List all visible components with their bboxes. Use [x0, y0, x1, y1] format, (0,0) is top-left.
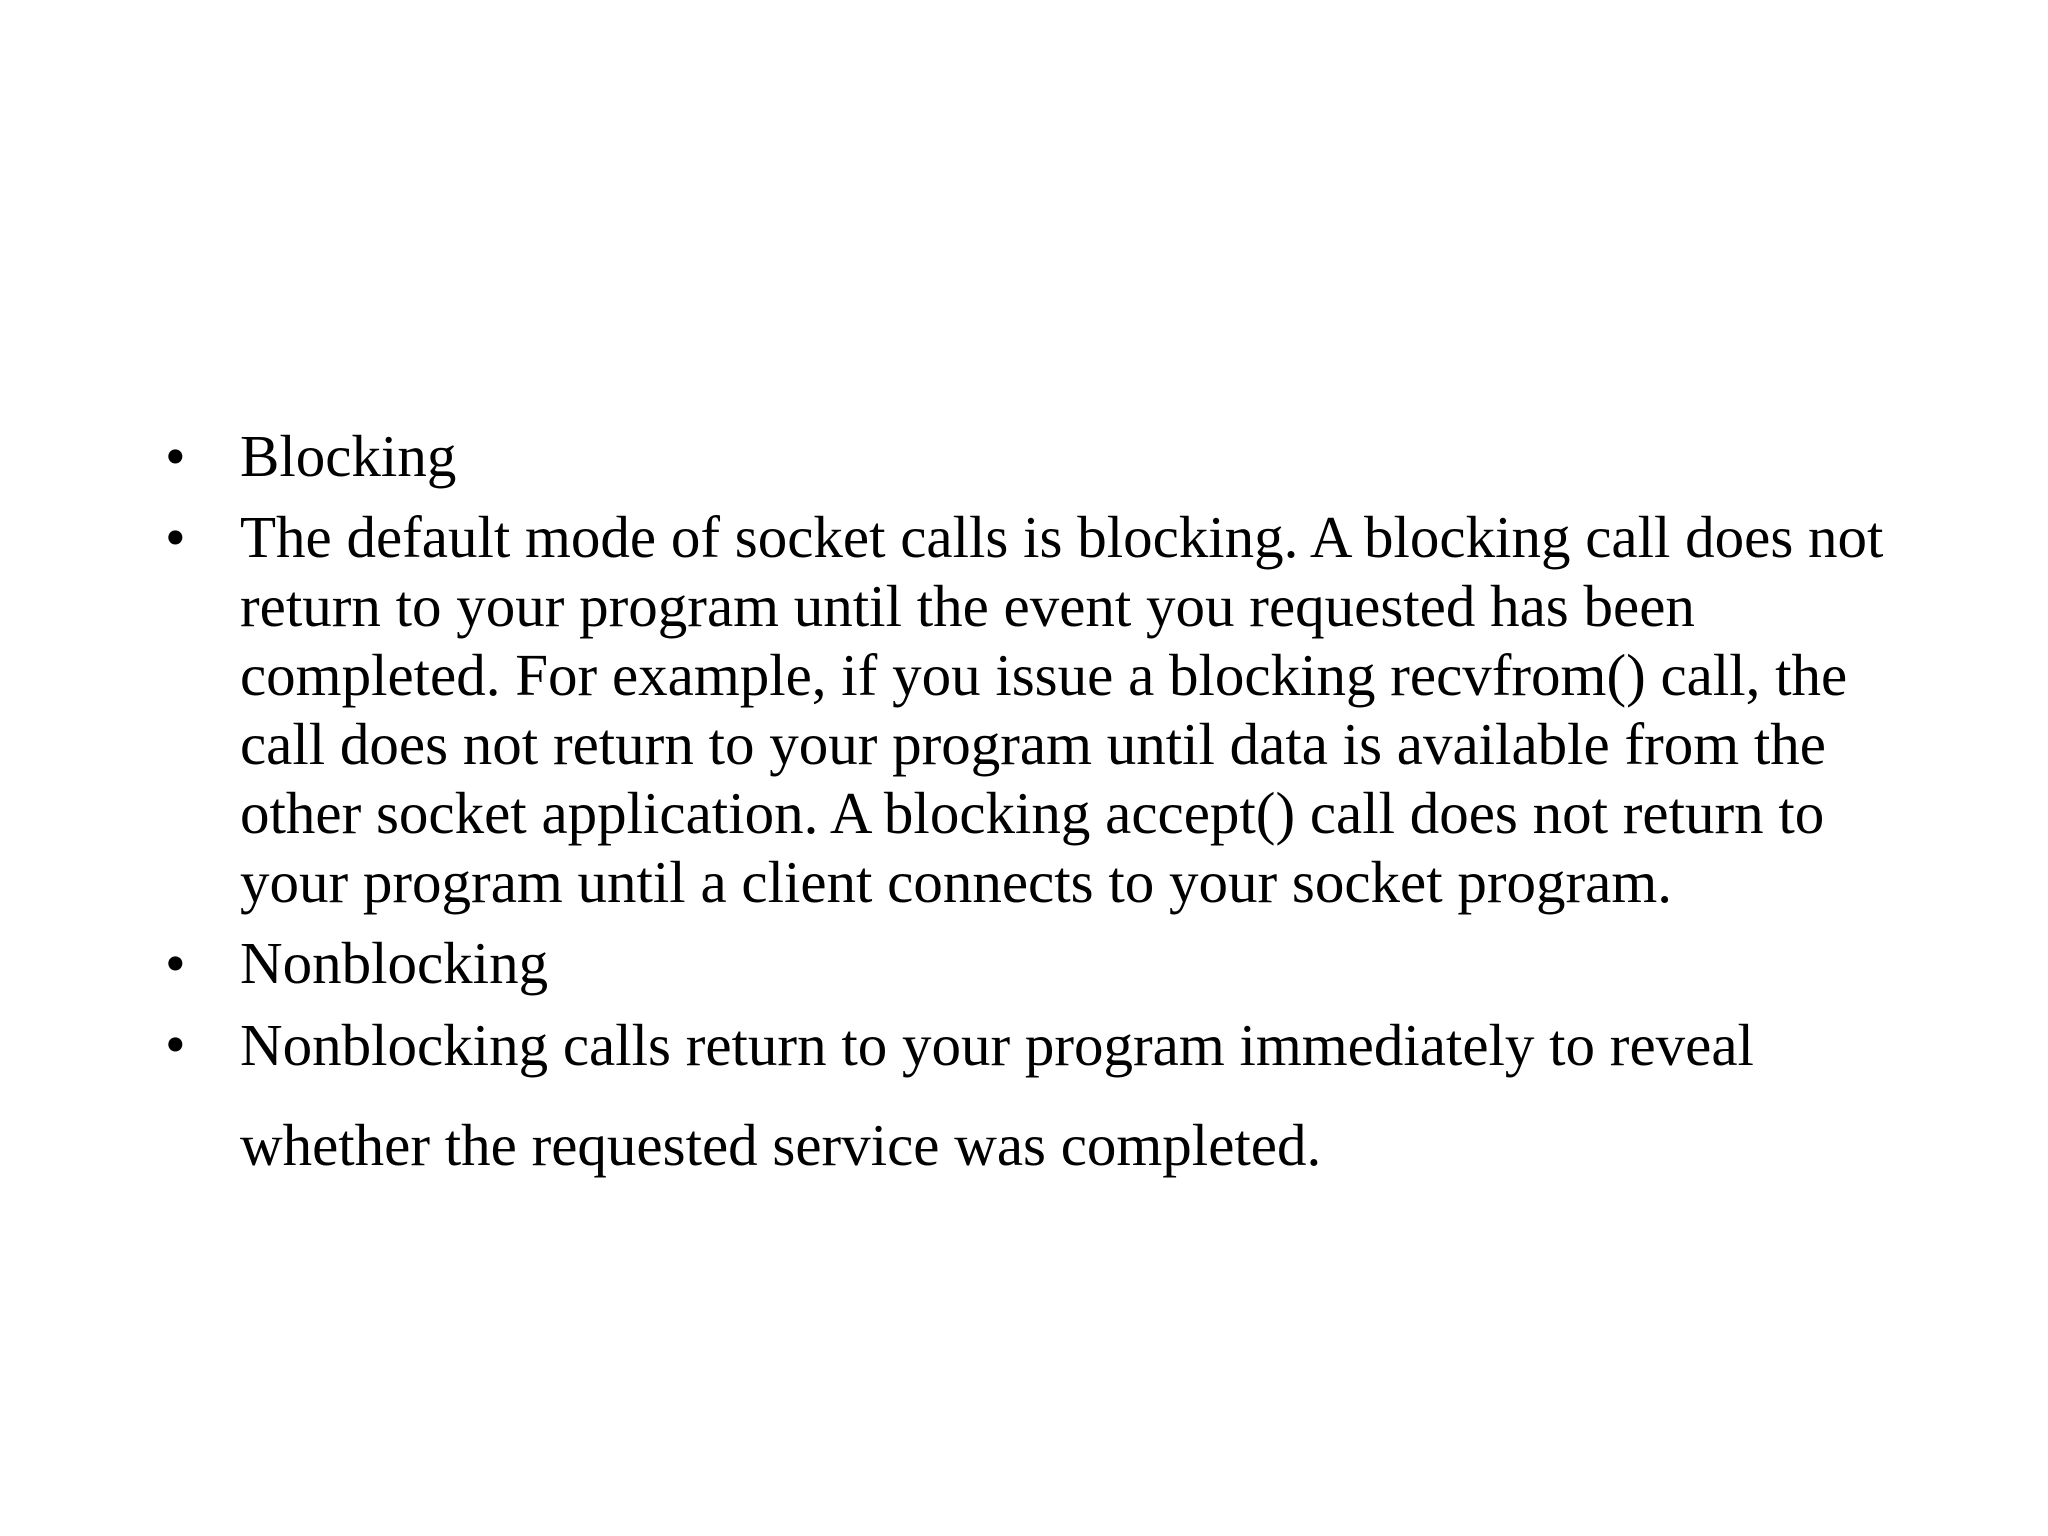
bullet-item-blocking-description [165, 503, 1925, 917]
bullet-item-nonblocking [165, 929, 1925, 998]
bullet-marker: • [165, 423, 186, 489]
bullet-text: Blocking [240, 423, 457, 489]
bullet-item-blocking [165, 422, 1925, 491]
bullet-marker: • [165, 930, 186, 996]
bullet-text: The default mode of socket calls is blocking. A blocking call does not return to your program until the event you requested has been completed. For example, if you issue a blocking recvfrom() call, the call does not return to your program until data is available from the other socket application. A blocking accept() call does not return to your program until a client connects to your socket program. [240, 504, 1884, 915]
bullet-item-nonblocking-description [165, 1010, 1925, 1195]
bullet-text: Nonblocking calls return to your program immediately to reveal whether the requested service was completed. [240, 1012, 1754, 1178]
bullet-marker: • [165, 1011, 186, 1077]
bullet-list [165, 422, 1925, 1195]
bullet-marker: • [165, 504, 186, 570]
bullet-text: Nonblocking [240, 930, 549, 996]
